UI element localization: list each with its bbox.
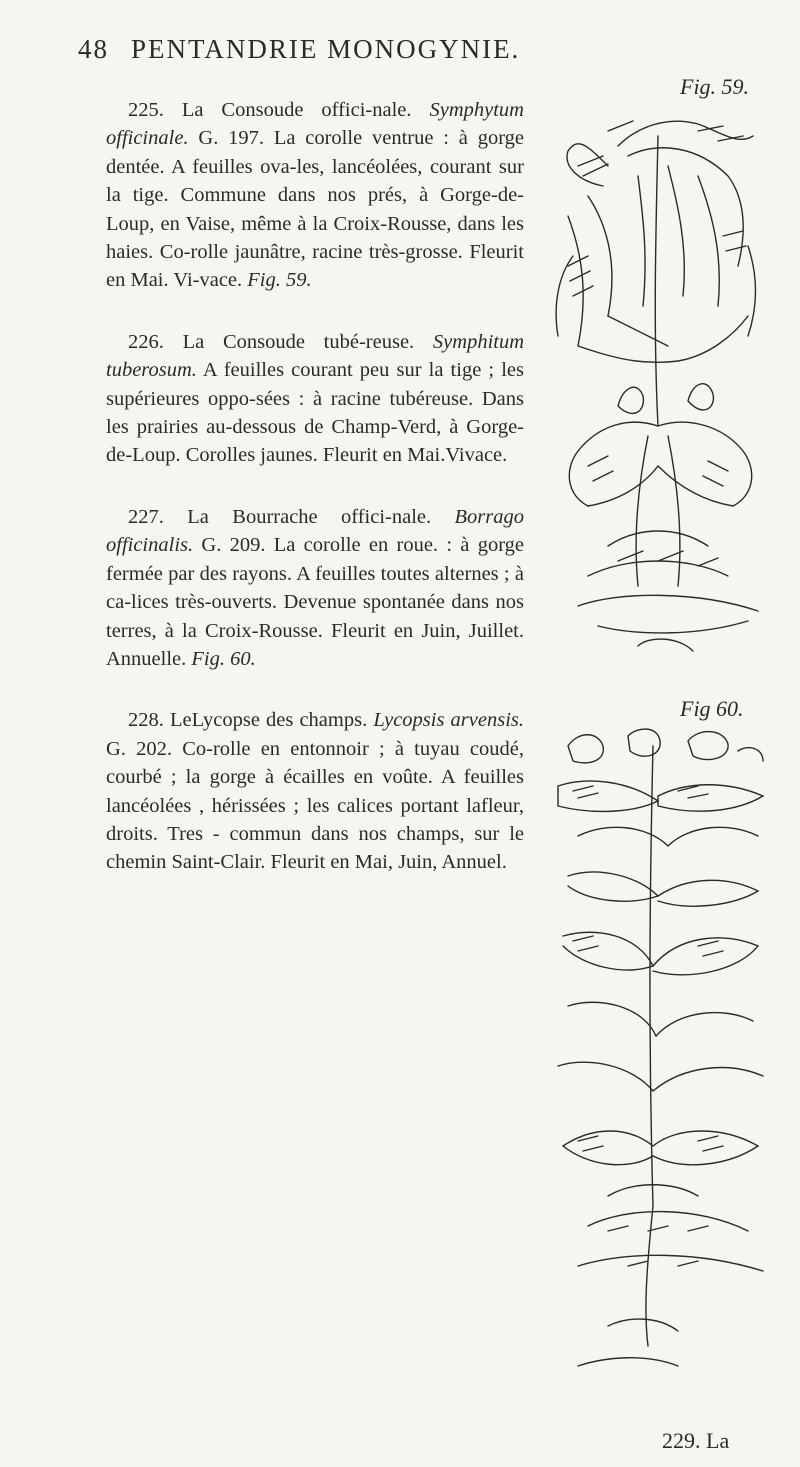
entry-number: 228.: [128, 709, 164, 732]
entry-lead: La Bourrache offici-nale.: [187, 505, 432, 528]
entry-body: G. 202. Co-rolle en entonnoir ; à tuyau coudé, courbé ; la gorge à écailles en voûte. A feuilles lancéolées , hérissées ; les calices portant lafleur, droits. Tres - commun dans nos champs, sur le chemin Saint-Clair. Fleurit en Mai, Juin, Annuel.: [106, 737, 524, 874]
entry-body: G. 197. La corolle ventrue : à gorge dentée. A feuilles ova-les, lancéolées, courant sur la tige. Commune dans nos prés, à Gorge-de-Loup, en Vaise, même à la Croix-Rousse, dans les haies. Co-rolle jaunâtre, racine très-grosse. Fleurit en Mai. Vi-vace.: [106, 127, 525, 292]
text-column: [106, 96, 524, 910]
entry-number: 225.: [128, 99, 164, 121]
entry-226: [106, 328, 524, 470]
entry-fig-ref: Fig. 59.: [247, 269, 312, 292]
entry-latin-name: Symphytum officinale.: [106, 99, 524, 150]
running-title: PENTANDRIE MONOGYNIE.: [131, 34, 521, 64]
entry-latin-name: Lycopsis arvensis.: [373, 709, 525, 732]
entry-lead: La Consoude tubé-reuse.: [182, 330, 415, 353]
catchword: 229. La: [662, 1428, 730, 1453]
entry-lead: La Consoude offici-nale.: [181, 99, 412, 121]
entry-latin-name: Symphitum tuberosum.: [106, 330, 525, 382]
entry-latin-name: Borrago officinalis.: [106, 505, 525, 557]
entry-number: 227.: [128, 505, 164, 528]
entry-228: [106, 706, 524, 876]
figure-60-label: Fig 60.: [680, 696, 744, 721]
figure-59-plant-illustration: [548, 106, 768, 666]
figure-60-plant-illustration: [548, 726, 770, 1382]
page-number: 48: [78, 34, 109, 64]
running-header: [78, 34, 758, 65]
entry-body: A feuilles courant peu sur la tige ; les supérieures oppo-sées : à racine tubéreuse. Dans les prairies au-dessous de Champ-Verd, à Gorge-de-Loup. Corolles jaunes. Fleurit en Mai.Vivace.: [106, 359, 525, 467]
entry-fig-ref: Fig. 60.: [191, 647, 256, 670]
entry-225: [106, 96, 524, 295]
entry-lead: LeLycopse des champs.: [169, 709, 368, 732]
figure-59-label: Fig. 59.: [680, 74, 750, 99]
entry-body: G. 209. La corolle en roue. : à gorge fermée par des rayons. A feuilles toutes alternes ; à ca-lices très-ouverts. Devenue spontanée dans nos terres, à la Croix-Rousse. Fleurit en Juin, Juillet. Annuelle.: [106, 534, 524, 670]
entry-227: [106, 503, 524, 673]
entry-number: 226.: [128, 330, 164, 353]
